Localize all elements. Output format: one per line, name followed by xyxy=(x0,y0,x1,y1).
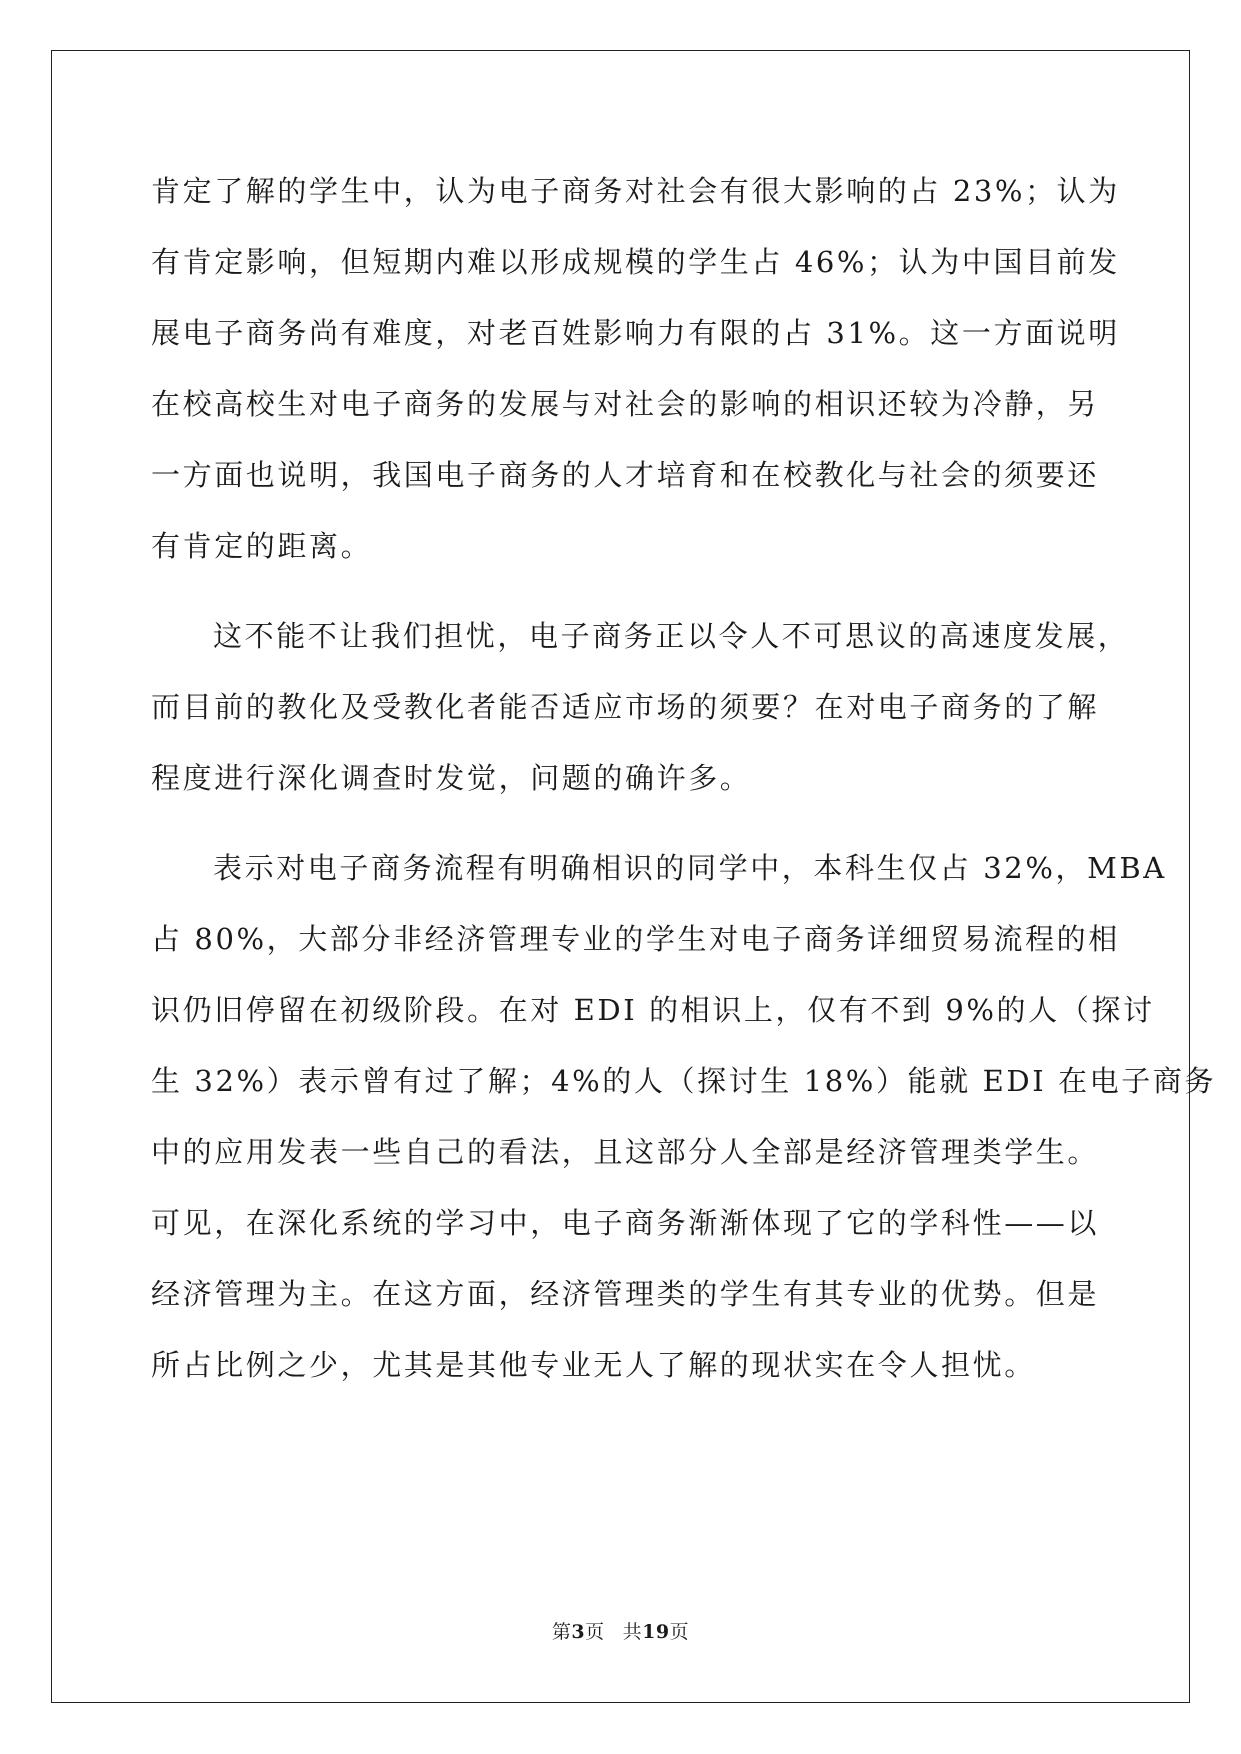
text-line: 中的应用发表一些自己的看法，且这部分人全部是经济管理类学生。 xyxy=(151,1135,1100,1169)
text-line: 程度进行深化调查时发觉，问题的确许多。 xyxy=(151,761,752,795)
page-suffix: 页 xyxy=(585,1621,605,1643)
text-line: 生 32%）表示曾有过了解；4%的人（探讨生 18%）能就 EDI 在电子商务 xyxy=(151,1064,1217,1098)
text-line: 表示对电子商务流程有明确相识的同学中，本科生仅占 32%，MBA xyxy=(213,851,1167,885)
paragraph xyxy=(151,833,1217,1401)
text-line: 在校高校生对电子商务的发展与对社会的影响的相识还较为冷静，另 xyxy=(151,387,1100,421)
page-number: 3 xyxy=(571,1621,586,1643)
total-suffix: 页 xyxy=(669,1621,690,1643)
paragraph xyxy=(151,156,1120,582)
document-body xyxy=(151,156,1217,1401)
text-line: 肯定了解的学生中，认为电子商务对社会有很大影响的占 23%；认为 xyxy=(151,174,1120,208)
paragraph xyxy=(151,601,1130,814)
text-line: 识仍旧停留在初级阶段。在对 EDI 的相识上，仅有不到 9%的人（探讨 xyxy=(151,993,1155,1027)
text-line: 有肯定影响，但短期内难以形成规模的学生占 46%；认为中国目前发 xyxy=(151,245,1120,279)
text-line: 一方面也说明，我国电子商务的人才培育和在校教化与社会的须要还 xyxy=(151,458,1100,492)
page-footer xyxy=(0,1617,1241,1644)
text-line: 有肯定的距离。 xyxy=(151,529,373,563)
total-pages: 19 xyxy=(642,1621,670,1643)
text-line: 这不能不让我们担忧，电子商务正以令人不可思议的高速度发展， xyxy=(213,619,1130,653)
text-line: 经济管理为主。在这方面，经济管理类的学生有其专业的优势。但是 xyxy=(151,1277,1100,1311)
text-line: 可见，在深化系统的学习中，电子商务渐渐体现了它的学科性——以 xyxy=(151,1206,1100,1240)
total-prefix: 共 xyxy=(622,1621,643,1643)
page-prefix: 第 xyxy=(551,1621,572,1643)
text-line: 占 80%，大部分非经济管理专业的学生对电子商务详细贸易流程的相 xyxy=(151,922,1120,956)
text-line: 所占比例之少，尤其是其他专业无人了解的现状实在令人担忧。 xyxy=(151,1348,1036,1382)
text-line: 展电子商务尚有难度，对老百姓影响力有限的占 31%。这一方面说明 xyxy=(151,316,1120,350)
text-line: 而目前的教化及受教化者能否适应市场的须要？在对电子商务的了解 xyxy=(151,690,1100,724)
